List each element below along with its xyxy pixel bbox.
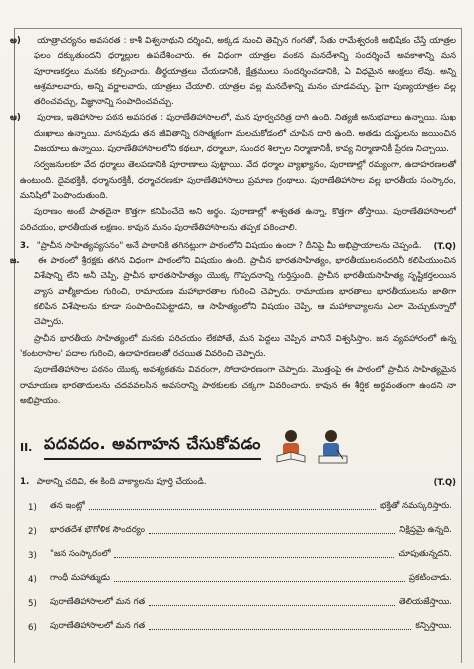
- item-number: 4): [28, 575, 37, 586]
- answer-paragraph-2: [20, 332, 456, 363]
- paragraph-label: ఆ): [10, 113, 21, 124]
- item-suffix: చూపుతున్నదని.: [398, 549, 452, 560]
- item-number: 1): [28, 503, 37, 514]
- answer-text: పురాణేతిహాసాల పఠనం యొక్క అవశ్యకతను వివరంగా, సోదాహరణంగా చెప్పారు. మొత్తంపై ఈ పాఠంలో ప్రాచీన సాహిత్యమైన రామాయణ భారతాదులను చదవవలసిన అవసరాన్ని పాఠకులకు చక్కగా వివరించారు. కావున ఈ శీర్షిక అర్థవంతంగా ఉందని నా అభిప్రాయం.: [20, 365, 456, 406]
- item-number: 6): [28, 623, 37, 634]
- answer-paragraph-1: [10, 254, 457, 330]
- paragraph-purana-meaning: [20, 205, 456, 236]
- item-prefix: పురాణేతిహాసాలలో మన గత: [50, 621, 146, 632]
- item-suffix: ప్రకటించాడు.: [408, 573, 452, 584]
- answer-text: ప్రాచీన భారతీయ సాహిత్యంలో మనకు పరిచయం లేకపోతే, మన పెద్దలు చెప్పిన వానినే విశ్వసిస్తాం. జన వ్యవహారంలో ఉన్న 'కంటరాసాల' పదాల గురించి, ఉదాహరణలతో రచయిత వివరించి చెప్పారు.: [20, 333, 456, 359]
- item-prefix: భారతదేశ భౌగోళిక సౌందర్యం: [50, 525, 145, 536]
- item-suffix: తెలియజేస్తాయి.: [399, 597, 452, 608]
- exercise-text: పాఠాన్ని చదివి, ఈ కింది వాక్యాలను పూర్తి చేయండి.: [36, 477, 207, 488]
- paragraph-text: యాత్రాచర్యనం అవసరత : కాశీ విశ్వనాథుని దర్శించి, అక్కడ నుంచి తెచ్చిన గంగతో, సేతు రామేశ్వరంకి అభిషేకం చేస్తే యాత్రల ఫలం దక్కుతుందని ధర్మాల్లుల ఉపదేశించారు. ఈ విధంగా యాత్రల వంకన మనదేశాన్ని సందర్శించే అవకాశాన్ని మన పూరాణకర్తలు మనకు కల్పించారు. తీర్థయాత్రలు చేయడానికి, క్షేత్రములు సందర్శించడానికి, ఏ విధమైన ఆంక్షలు లేవు. అన్ని ఆశ్రమాలవారు, అన్ని వర్ణాలవారు, యాత్రలు చేయాలి. యాత్రల వల్ల మనదేశాన్ని మనం చూడవచ్చు. పైగా పుణ్యయాత్రల వల్ల తరించవచ్చు, విజ్ఞానాన్ని సంపాదించవచ్చు.: [34, 36, 457, 108]
- question-text: "ప్రాచీన సాహిత్యవ్యసనం" అనే పాఠానికి తగినట్లుగా పాఠంలోని విషయం ఉందా ? దీనిపై మీ అభిప్రాయాలను చెప్పండి.: [36, 240, 422, 251]
- tq-tag: (T.Q): [433, 240, 456, 251]
- paragraph-a: [10, 34, 457, 110]
- top-rule: [14, 28, 462, 29]
- item-number: 3): [28, 551, 37, 562]
- answer-paragraph-3: [20, 363, 456, 409]
- section-number: II.: [20, 440, 33, 454]
- essay-paragraphs: [10, 34, 457, 236]
- answer-text: ఈ పాఠంలో శ్రీరక్షకు తగిన విధంగా పాఠంలోని విషయం ఉంది. ప్రాచీన భారతసాహిత్యం, భారతీయులనందరినీ కలిపియుంచిన విశేషాన్ని లేని అనీ చెప్పి, ప్రాచీన భారతసాహిత్యం యొక్క గొప్పదనాన్ని గుర్తిస్తుంది. ప్రాచీన భారతీయసాహిత్య సృష్టికర్తలయిన వ్యాస వాల్మీకాదుల గురించి, రామాయణ మహాభారతాల గురించి చెప్పారు. రామాయణ భారతాలు భారతీయులను జాతిగా కలిపిన విశేషాలను కూడా సంపాదించిపెట్టాడని, ఆ సాహిత్యంలోని విషయం చెప్పి, ఆ మహాకావ్యాలను ఎలా మెచ్చుకున్నారో చెప్పారు.: [34, 256, 457, 328]
- question-number: 3.: [20, 240, 30, 251]
- paragraph-aa: [10, 111, 456, 157]
- section-title: పదవదం. అవగాహన చేసుకోవడం: [44, 434, 261, 460]
- paragraph-text: సర్వజనులకూ వేద ధర్మాలు తెలపడానికి పూరాణాలు పుట్టాయి. వేద ధర్మాల వ్యాఖ్యానం, పురాణాల్లో రమ్యంగా, ఉదాహరణలతో ఉంటుంది. దైవభక్తికీ, ధర్మానురక్తికీ, ధర్మాచరణకూ పురాణేతిహాసాలు ప్రమాణ గ్రంథాలు. పురాణేతిహాసాల వల్ల భారతీయ సంస్కారం, మనిషిలో పెంపొందుతుంది.: [20, 160, 456, 201]
- item-suffix: భక్తితో నమస్కరిస్తారు.: [380, 501, 452, 512]
- paragraph-label: అ): [10, 36, 21, 46]
- item-number: 5): [28, 599, 37, 610]
- item-prefix: పురాణేతిహాసాలలో మన గత: [50, 597, 146, 608]
- item-prefix: తన ఇంట్లో: [50, 501, 85, 512]
- paragraph-puranas: [20, 158, 456, 204]
- item-prefix: గాంధీ మహాత్ముడు: [50, 573, 110, 584]
- item-prefix: "జన సంస్కారంలో: [50, 549, 111, 560]
- paragraph-text: పురాణం అంటే పాతదైనా కొత్తగా కనిపించేదె అని అర్థం. పురాణాల్లో శాశ్వతత ఉన్నా, కొత్తగా తోస్తాయి. పురాణేతిహాసాలలో పరిచయం, భారతీయత లక్షణం. కావున మనం పురాణేతిహాసాలను తప్పక పఠించాలి.: [20, 207, 456, 233]
- answer-label: జ.: [10, 256, 20, 267]
- item-number: 2): [28, 527, 37, 538]
- tq-tag: (T.Q): [433, 477, 456, 488]
- item-suffix: కన్పిస్తాయి.: [415, 621, 452, 632]
- item-suffix: నిక్షిప్తమై ఉన్నది.: [399, 525, 452, 536]
- exercise-number: 1.: [20, 477, 30, 488]
- paragraph-text: పురాణ, ఇతిహాసాల పఠన అవసరత : పురాణేతిహాసాలలో, మన పూర్వచరిత్ర దాగి ఉంది. నిత్యజీ అనుభవాలు ఉన్నాయి. సుఖ దుఃఖాలు ఉన్నాయి. మానవుడు తన జీవితాన్ని రసాత్మకంగా మలచుకోడంలో చూపిన దారి ఉంది. అతడు దుష్టులను జయించిన విజయాలు ఉన్నాయి. పురాణేతిహాసాలలోని కథలూ, ధర్మాలూ, సుందర శిల్పాల నిర్మాణానికీ, కావ్య నిర్మాణానికీ ప్రేరణ నిచ్చాయి.: [34, 113, 456, 155]
